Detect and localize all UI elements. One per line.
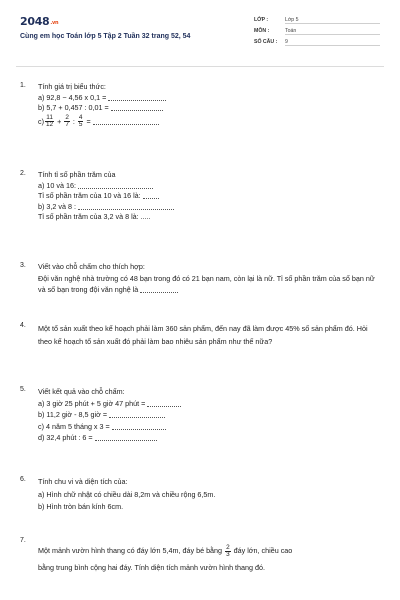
question-title: Viết vào chỗ chấm cho thích hợp: [38,262,145,271]
question-body [38,170,380,223]
part-c [38,421,380,433]
answer-blank[interactable] [108,95,166,101]
question-title: Tính giá trị biểu thức: [38,82,106,91]
part-a [38,398,380,410]
part-text: d) 32,4 phút : 6 = [38,433,93,442]
question-line-1 [38,543,380,558]
question-body [38,82,380,130]
logo-suffix: .vn [50,20,59,26]
answer-blank[interactable] [95,435,157,441]
meta-value: Lớp 5 [285,17,380,24]
question-body [38,476,380,514]
part-a [38,93,380,104]
meta-key: LỚP : [254,17,269,23]
answer-blank[interactable] [112,424,166,430]
meta-key: SỐ CÂU : [254,39,278,45]
meta-row-subject [254,26,380,37]
answer-blank[interactable] [111,105,163,111]
meta-row-class [254,15,380,26]
denominator: 12 [46,121,54,129]
question-title: Tính tỉ số phần trăm của [38,170,116,179]
question-body [38,543,380,575]
site-logo[interactable] [20,15,58,28]
answer-blank[interactable] [78,204,174,210]
part-text: a) 10 và 16: [38,180,76,190]
question-body [38,322,380,348]
part-text: b) 3,2 và 8 : [38,201,76,211]
part-text: b) 5,7 + 0,457 : 0,01 = [38,103,109,112]
denominator: 3 [226,550,230,558]
meta-panel [254,15,380,48]
answer-blank[interactable] [93,119,159,125]
part-label: c) [38,116,44,126]
question-number: 3. [20,262,26,269]
part-text: a) 3 giờ 25 phút + 5 giờ 47 phút = [38,398,146,408]
fraction [78,115,84,128]
numerator: 4 [78,114,83,122]
worksheet-title: Cùng em học Toán lớp 5 Tập 2 Tuần 32 trang 52, 54 [20,33,191,40]
part-text: c) 4 năm 5 tháng x 3 = [38,421,110,431]
answer-blank[interactable] [143,193,159,199]
question-text [38,273,380,295]
part-b: b) Hình tròn bán kính 6cm. [38,502,124,511]
question-body [38,262,380,295]
question-number: 5. [20,386,26,393]
part-text: a) 92,8 − 4,56 x 0,1 = [38,92,107,102]
part-text: b) 11,2 giờ - 8,5 giờ = [38,410,108,419]
numerator: 11 [46,114,53,122]
operator: = [86,116,91,126]
meta-value: 9 [285,39,380,46]
text: đáy lớn, chiều cao [233,546,293,555]
operator: : [72,116,75,126]
denominator: 5 [78,121,83,129]
worksheet-header [20,12,380,60]
meta-value: Toán [285,28,380,35]
header-divider [16,66,384,67]
answer-blank[interactable] [140,287,178,293]
numerator: 2 [226,543,230,551]
meta-key: MÔN : [254,28,270,34]
numerator: 2 [65,114,69,122]
part-a-answer [38,191,380,202]
question-title: Viết kết quả vào chỗ chấm: [38,387,125,396]
question-body [38,386,380,444]
part-d [38,432,380,444]
denominator: 7 [65,121,69,129]
part-b [38,409,380,421]
fraction [64,115,70,128]
question-title: Tính chu vi và diện tích của: [38,477,128,486]
fraction [225,545,231,558]
answer-blank[interactable] [78,183,153,189]
question-number: 4. [20,322,26,329]
question-number: 6. [20,476,26,483]
part-a: a) Hình chữ nhật có chiều dài 8,2m và chiều rộng 6,5m. [38,489,216,499]
text: Một mảnh vườn hình thang có đáy lớn 5,4m, đáy bé bằng [38,546,223,555]
part-a [38,181,380,192]
question-number: 2. [20,170,26,177]
question-number: 1. [20,82,26,89]
paragraph: Đội văn nghệ nhà trường có 48 bạn trong đó có 21 bạn nam, còn lại là nữ. Tỉ số phần trăm của số bạn nữ và số bạn trong đội văn nghệ là [38,273,375,294]
answer-blank[interactable] [147,401,181,407]
question-number: 7. [20,537,26,544]
part-b [38,202,380,213]
meta-row-count [254,37,380,48]
part-text: Tỉ số phần trăm của 10 và 16 là: [38,191,141,200]
part-b-answer: Tỉ số phần trăm của 3,2 và 8 là: ..... [38,212,151,221]
fraction [45,115,54,128]
part-b [38,103,380,114]
part-c [38,114,380,130]
answer-blank[interactable] [109,412,165,418]
question-text: Một tổ sản xuất theo kế hoạch phải làm 360 sản phẩm, đến nay đã làm được 45% số sản phẩm đó. Hỏi theo kế hoạch tổ sản xuất đó phải làm bao nhiêu sản phẩm như thế nữa? [38,324,368,346]
question-line-2: bằng trung bình cộng hai đáy. Tính diện tích mảnh vườn hình thang đó. [38,563,266,572]
operator: + [57,116,62,126]
logo-text: 2048 [20,15,50,28]
